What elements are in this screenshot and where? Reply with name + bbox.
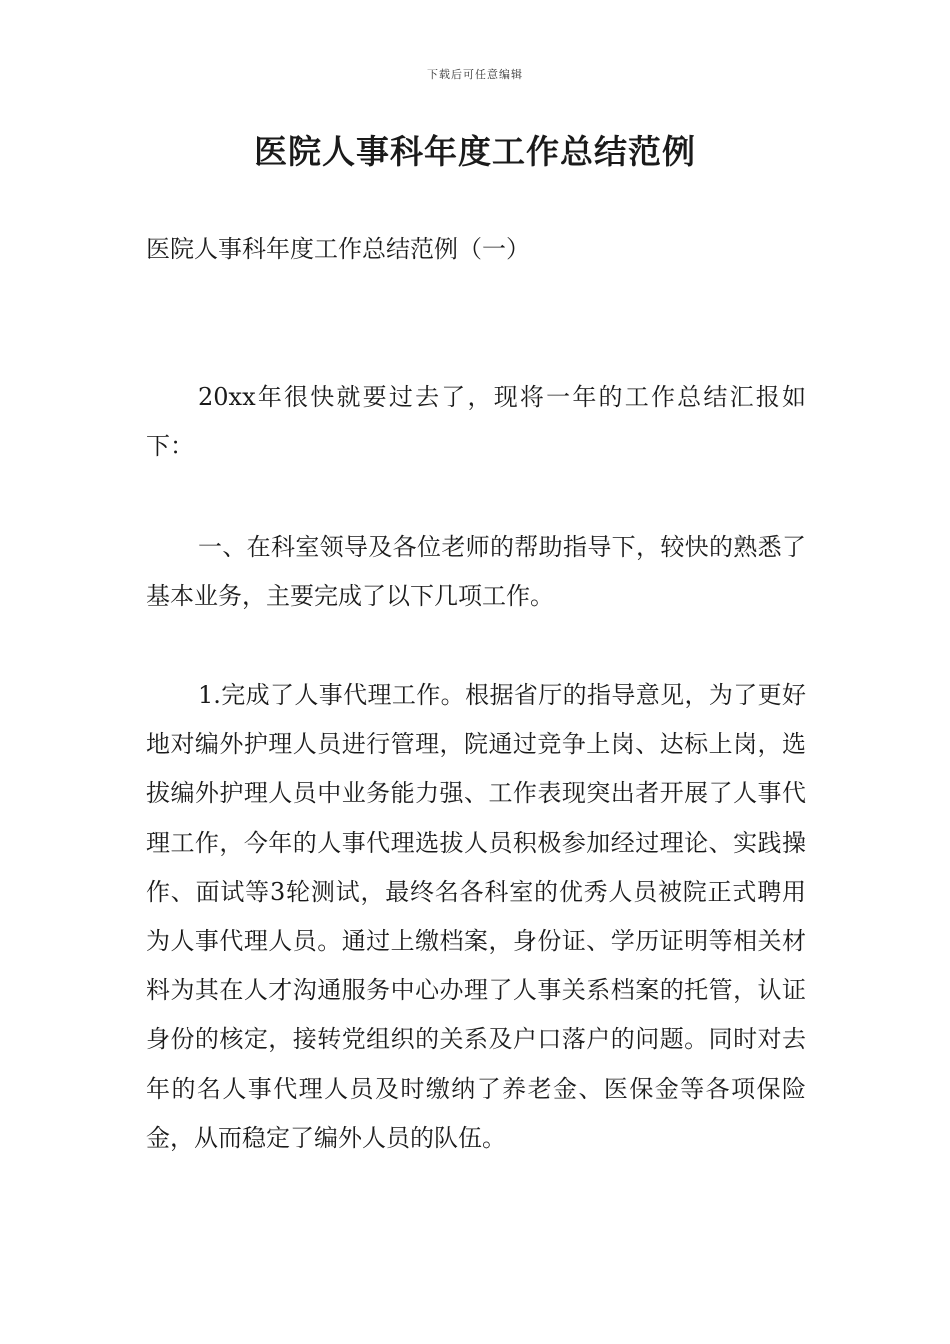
document-title: 医院人事科年度工作总结范例 xyxy=(254,132,696,171)
page-header-note: 下载后可任意编辑 xyxy=(427,68,523,81)
paragraph-item-one: 1.完成了人事代理工作。根据省厅的指导意见，为了更好地对编外护理人员进行管理，院通过竞争上岗、达标上岗，选拔编外护理人员中业务能力强、工作表现突出者开展了人事代理工作，今年的人事代理选拔人员积极参加经过理论、实践操作、面试等3轮测试，最终名各科室的优秀人员被院正式聘用为人事代理人员。通过上缴档案，身份证、学历证明等相关材料为其在人才沟通服务中心办理了人事关系档案的托管，认证身份的核定，接转党组织的关系及户口落户的问题。同时对去年的名人事代理人员及时缴纳了养老金、医保金等各项保险金，从而稳定了编外人员的队伍。 xyxy=(146,681,806,1152)
paragraph-intro: 20xx年很快就要过去了，现将一年的工作总结汇报如下： xyxy=(146,383,806,461)
paragraph-section-one: 一、在科室领导及各位老师的帮助指导下，较快的熟悉了基本业务，主要完成了以下几项工作。 xyxy=(146,533,806,611)
document-subtitle: 医院人事科年度工作总结范例（一） xyxy=(146,235,530,263)
